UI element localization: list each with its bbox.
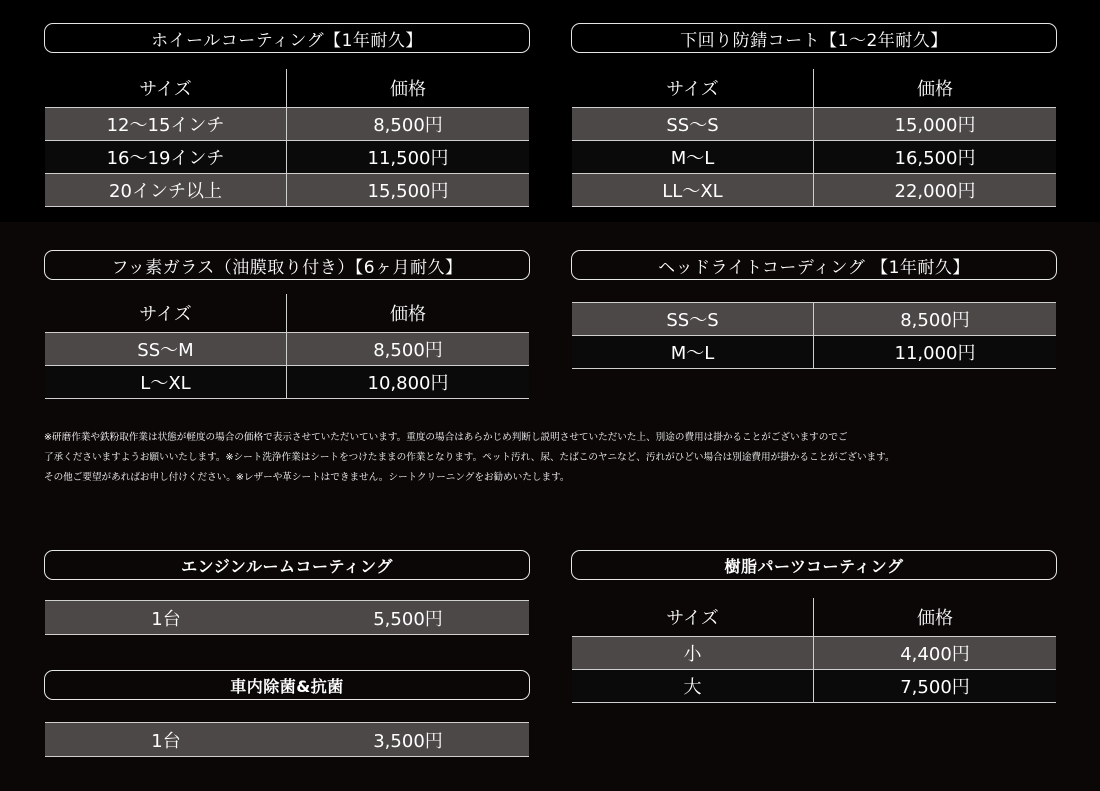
interior-coating-section [44,670,530,757]
glass-coating-title: フッ素ガラス（油膜取り付き）【6ヶ月耐久】 [44,250,530,280]
table-row [45,366,529,399]
table-row [572,637,1056,670]
table-row [45,141,529,174]
note-line: ※研磨作業や鉄粉取作業は状態が軽度の場合の価格で表示させていただいています。重度の場合はあらかじめ判断し説明させていただいた上、別途の費用は掛かることがございますのでご [44,432,848,443]
price-cell: 15,500円 [367,181,449,202]
resin-coating-section [571,550,1057,703]
price-cell: 7,500円 [900,677,970,698]
price-cell: 8,500円 [900,310,970,331]
size-cell: SS〜M [45,333,287,366]
size-header: サイズ [45,294,287,333]
price-cell: 11,000円 [894,343,976,364]
table-row [572,108,1056,141]
resin-coating-table [572,598,1056,703]
notes-text [44,428,1064,488]
wheel-coating-table [45,69,529,207]
table-row [572,336,1056,369]
price-cell: 16,500円 [894,148,976,169]
price-cell: 5,500円 [373,608,443,630]
size-cell: SS〜S [572,303,814,336]
price-cell: 8,500円 [373,115,443,136]
price-cell: 22,000円 [894,181,976,202]
size-cell: LL〜XL [572,174,814,207]
price-cell: 8,500円 [373,340,443,361]
underbody-coating-section [571,23,1057,207]
note-line: その他ご要望があればお申し付けください。※レザーや革シートはできません。シートクリーニングをお勧めいたします。 [44,472,570,483]
table-row [572,670,1056,703]
price-cell: 10,800円 [367,373,449,394]
size-header: サイズ [572,69,814,108]
underbody-coating-table [572,69,1056,207]
glass-coating-table [45,294,529,399]
size-cell: 大 [572,670,814,703]
price-header: 価格 [390,304,426,325]
resin-coating-title: 樹脂パーツコーティング [571,550,1057,580]
price-cell: 3,500円 [373,730,443,752]
size-cell: 20インチ以上 [45,174,287,207]
table-row [572,174,1056,207]
headlight-coating-title: ヘッドライトコーディング 【1年耐久】 [571,250,1057,280]
wheel-coating-section [44,23,530,207]
size-cell: 16〜19インチ [45,141,287,174]
size-cell: 12〜15インチ [45,108,287,141]
glass-coating-section [44,250,530,399]
interior-price-row [45,722,529,757]
price-cell: 15,000円 [894,115,976,136]
headlight-coating-section [571,250,1057,369]
price-header: 価格 [390,79,426,100]
unit-cell: 1台 [151,608,181,630]
unit-cell: 1台 [151,730,181,752]
engine-coating-section [44,550,530,635]
headlight-coating-table [572,302,1056,369]
underbody-coating-title: 下回り防錆コート【1〜2年耐久】 [571,23,1057,53]
size-cell: M〜L [572,336,814,369]
table-row [45,333,529,366]
size-cell: L〜XL [45,366,287,399]
price-cell: 4,400円 [900,644,970,665]
size-header: サイズ [572,598,814,637]
price-header: 価格 [917,608,953,629]
table-row [45,174,529,207]
table-row [572,141,1056,174]
wheel-coating-title: ホイールコーティング【1年耐久】 [44,23,530,53]
interior-coating-title: 車内除菌&抗菌 [44,670,530,700]
engine-price-row [45,600,529,635]
table-row [572,303,1056,336]
size-cell: 小 [572,637,814,670]
engine-coating-title: エンジンルームコーティング [44,550,530,580]
size-cell: M〜L [572,141,814,174]
size-cell: SS〜S [572,108,814,141]
price-cell: 11,500円 [367,148,449,169]
note-line: 了承くださいますようお願いいたします。※シート洗浄作業はシートをつけたままの作業となります。ペット汚れ、尿、たばこのヤニなど、汚れがひどい場合は別途費用が掛かることがございます。 [44,452,895,463]
table-row [45,108,529,141]
price-header: 価格 [917,79,953,100]
size-header: サイズ [45,69,287,108]
